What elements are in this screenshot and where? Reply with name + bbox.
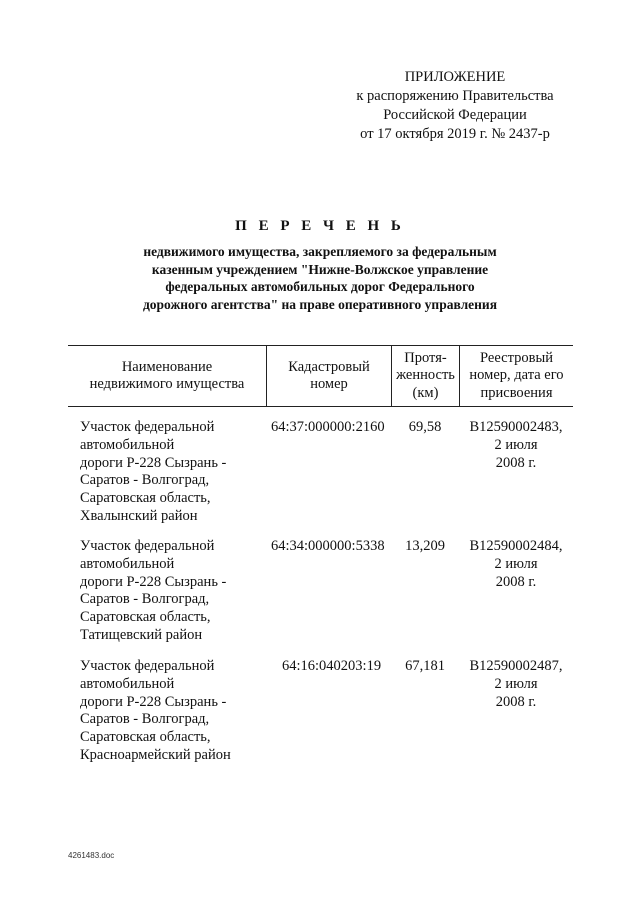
property-name-line: Саратовская область, xyxy=(80,609,211,626)
header-cadastral xyxy=(267,345,391,407)
property-name xyxy=(80,538,270,645)
header-registry xyxy=(460,345,573,407)
cadastral-number: 64:16:040203:19 xyxy=(282,658,382,674)
registry-line: 2008 г. xyxy=(495,693,537,710)
cadastral-number: 64:34:000000:5338 xyxy=(271,538,385,554)
property-name xyxy=(80,658,270,765)
header-length-line: женность xyxy=(396,367,455,384)
header-length-line: (км) xyxy=(412,384,439,401)
property-name-line: Участок федеральной xyxy=(80,419,215,435)
header-name-line: недвижимого имущества xyxy=(89,376,245,392)
property-name-line: автомобильной xyxy=(80,436,175,453)
header-registry-line: Реестровый xyxy=(480,349,553,366)
registry-number xyxy=(462,658,570,711)
property-name-line: Саратовская область, xyxy=(80,729,211,746)
document-title: П Е Р Е Ч Е Н Ь xyxy=(235,218,405,234)
registry-line: 2 июля xyxy=(494,436,538,453)
registry-line: 2008 г. xyxy=(495,454,537,471)
header-length xyxy=(392,345,459,407)
header-name xyxy=(68,345,266,407)
cadastral-number: 64:37:000000:2160 xyxy=(271,419,385,435)
registry-line: 2 июля xyxy=(494,555,538,572)
appendix-block xyxy=(330,68,580,144)
header-cadastral-line: номер xyxy=(310,376,348,392)
file-reference: 4261483.doc xyxy=(68,851,115,860)
property-name-line: Татищевский район xyxy=(80,626,203,643)
property-name-line: Саратов - Волгоград, xyxy=(80,711,210,728)
property-name-line: Участок федеральной xyxy=(80,538,215,554)
subtitle-line: федеральных автомобильных дорог Федерального xyxy=(165,279,475,294)
road-length: 67,181 xyxy=(405,658,445,674)
header-registry-line: номер, дата его xyxy=(469,367,564,384)
appendix-date-number: от 17 октября 2019 г. № 2437-р xyxy=(360,126,550,142)
header-registry-line: присвоения xyxy=(480,384,553,401)
property-name xyxy=(80,419,270,526)
road-length: 13,209 xyxy=(405,538,445,554)
header-cadastral-line: Кадастровый xyxy=(288,358,370,375)
subtitle-line: дорожного агентства" на праве оперативного управления xyxy=(142,296,498,312)
property-name-line: Участок федеральной xyxy=(80,658,215,674)
property-name-line: дороги Р-228 Сызрань - xyxy=(80,573,227,590)
registry-line: 2008 г. xyxy=(495,573,537,590)
document-subtitle xyxy=(80,243,560,313)
road-length: 69,58 xyxy=(408,419,442,435)
appendix-federation-line: Российской Федерации xyxy=(383,107,527,123)
property-name-line: Саратовская область, xyxy=(80,490,211,507)
property-name-line: Саратов - Волгоград, xyxy=(80,472,210,489)
property-name-line: автомобильной xyxy=(80,675,175,692)
subtitle-line: казенным учреждением "Нижне-Волжское управление xyxy=(151,261,489,277)
header-name-line: Наименование xyxy=(121,358,213,375)
registry-number xyxy=(462,419,570,472)
property-name-line: Саратов - Волгоград, xyxy=(80,591,210,608)
property-name-line: Хвалынский район xyxy=(80,507,198,524)
property-name-line: Красноармейский район xyxy=(80,746,231,763)
registry-number xyxy=(462,538,570,591)
property-name-line: автомобильной xyxy=(80,555,175,572)
subtitle-line: недвижимого имущества, закрепляемого за федеральным xyxy=(143,244,497,259)
registry-line: 2 июля xyxy=(494,675,538,692)
header-length-line: Протя- xyxy=(404,349,447,366)
property-name-line: дороги Р-228 Сызрань - xyxy=(80,693,227,710)
registry-line: В12590002483, xyxy=(469,419,563,435)
registry-line: В12590002484, xyxy=(469,538,563,554)
registry-line: В12590002487, xyxy=(469,658,563,674)
property-name-line: дороги Р-228 Сызрань - xyxy=(80,454,227,471)
appendix-title: ПРИЛОЖЕНИЕ xyxy=(404,69,506,85)
appendix-decree-line: к распоряжению Правительства xyxy=(356,88,554,104)
